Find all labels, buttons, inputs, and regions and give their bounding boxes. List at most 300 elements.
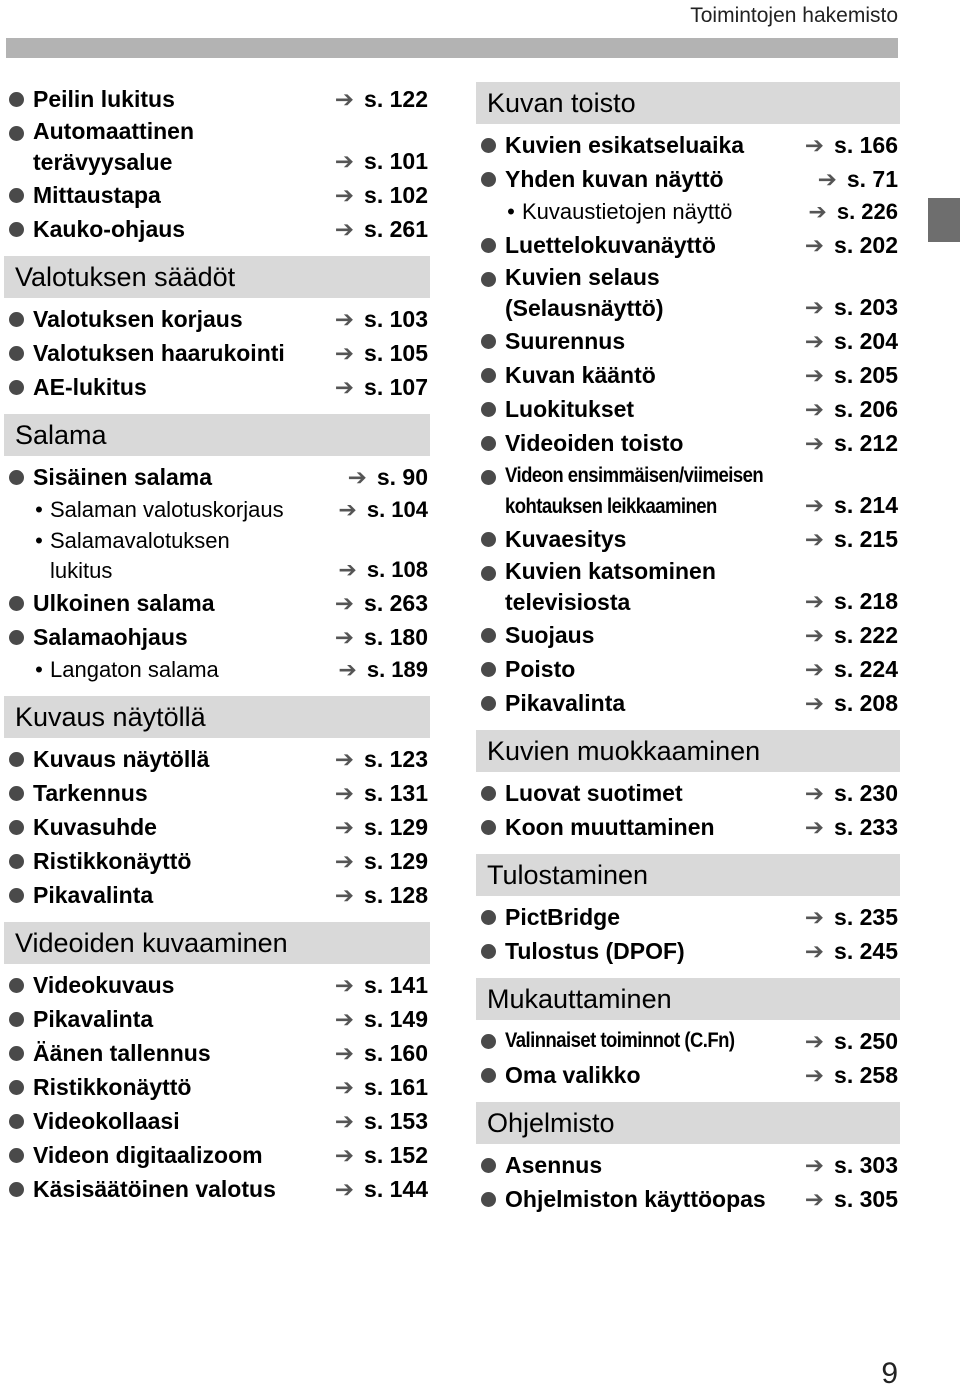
page-reference-text: s. 202 bbox=[834, 232, 898, 258]
entry-label: Salamavalotuksen lukitus bbox=[50, 528, 230, 583]
bullet-icon bbox=[9, 1182, 24, 1197]
sub-bullet-icon: • bbox=[35, 657, 43, 682]
bullet-icon bbox=[481, 1192, 496, 1207]
bullet-icon bbox=[481, 402, 496, 417]
bullet-icon bbox=[481, 662, 496, 677]
page-reference[interactable] bbox=[805, 652, 898, 686]
page-reference[interactable] bbox=[335, 1104, 428, 1138]
page-reference[interactable] bbox=[335, 336, 428, 370]
entry-label: Valotuksen haarukointi bbox=[33, 340, 285, 366]
page-reference-text: s. 122 bbox=[364, 86, 428, 112]
entry-label: Suurennus bbox=[505, 328, 626, 354]
index-entry[interactable] bbox=[476, 686, 900, 720]
sub-index-entry[interactable] bbox=[4, 494, 430, 526]
index-entry[interactable] bbox=[4, 302, 430, 336]
page-reference-text: s. 203 bbox=[834, 294, 898, 320]
page-reference[interactable] bbox=[335, 742, 428, 776]
bullet-icon bbox=[9, 222, 24, 237]
page-reference[interactable] bbox=[335, 968, 428, 1002]
page-reference[interactable] bbox=[335, 878, 428, 912]
arrow-icon: ➔ bbox=[334, 86, 355, 112]
bullet-icon bbox=[9, 346, 24, 361]
entry-label: Luovat suotimet bbox=[505, 780, 683, 806]
arrow-icon: ➔ bbox=[804, 814, 825, 840]
bullet-icon bbox=[9, 978, 24, 993]
page-reference[interactable] bbox=[338, 654, 428, 686]
page-reference[interactable] bbox=[335, 1138, 428, 1172]
bullet-icon bbox=[481, 786, 496, 801]
index-entry[interactable] bbox=[4, 742, 430, 776]
bullet-icon bbox=[9, 1012, 24, 1027]
index-entry[interactable] bbox=[476, 324, 900, 358]
entry-label: Valinnaiset toiminnot (C.Fn) bbox=[505, 1029, 735, 1052]
arrow-icon: ➔ bbox=[804, 622, 825, 648]
entry-label: Videokuvaus bbox=[33, 972, 175, 998]
bullet-icon bbox=[9, 888, 24, 903]
page-reference[interactable] bbox=[335, 144, 428, 178]
page-reference[interactable] bbox=[805, 522, 898, 556]
page-reference[interactable] bbox=[335, 776, 428, 810]
entry-label: Mittaustapa bbox=[33, 182, 161, 208]
index-entry[interactable] bbox=[476, 162, 900, 196]
bullet-icon bbox=[9, 126, 24, 141]
page-reference-text: s. 189 bbox=[366, 657, 428, 682]
bullet-icon bbox=[481, 172, 496, 187]
page-reference-text: s. 224 bbox=[834, 656, 898, 682]
bullet-icon bbox=[481, 944, 496, 959]
entry-label: Salamaohjaus bbox=[33, 624, 188, 650]
index-entry[interactable] bbox=[476, 426, 900, 460]
page-reference-text: s. 102 bbox=[364, 182, 428, 208]
index-entry[interactable] bbox=[476, 934, 900, 968]
page-reference-text: s. 141 bbox=[364, 972, 428, 998]
index-entry[interactable] bbox=[476, 652, 900, 686]
arrow-icon: ➔ bbox=[804, 430, 825, 456]
arrow-icon: ➔ bbox=[817, 166, 837, 192]
page-reference-text: s. 233 bbox=[834, 814, 898, 840]
sub-bullet-icon: • bbox=[507, 199, 515, 224]
arrow-icon: ➔ bbox=[804, 132, 825, 158]
page-reference[interactable] bbox=[805, 128, 898, 162]
bullet-icon bbox=[9, 92, 24, 107]
arrow-icon: ➔ bbox=[804, 588, 825, 614]
page-reference-text: s. 245 bbox=[834, 938, 898, 964]
page-reference-text: s. 103 bbox=[364, 306, 428, 332]
bullet-icon bbox=[481, 696, 496, 711]
arrow-icon: ➔ bbox=[334, 306, 355, 332]
page-reference-text: s. 215 bbox=[834, 526, 898, 552]
page-reference[interactable] bbox=[335, 370, 428, 404]
page-reference-text: s. 214 bbox=[834, 492, 898, 518]
page-reference-text: s. 235 bbox=[834, 904, 898, 930]
page-reference-text: s. 218 bbox=[834, 588, 898, 614]
bullet-icon bbox=[9, 630, 24, 645]
index-entry[interactable] bbox=[476, 1058, 900, 1092]
entry-label: Ohjelmiston käyttöopas bbox=[505, 1186, 766, 1212]
page-reference-text: s. 305 bbox=[834, 1186, 898, 1212]
bullet-icon bbox=[9, 1114, 24, 1129]
page-reference-text: s. 144 bbox=[364, 1176, 428, 1202]
entry-label: Tulostus (DPOF) bbox=[505, 938, 685, 964]
entry-label: Kuvaus näytöllä bbox=[33, 746, 210, 772]
page-reference-text: s. 261 bbox=[364, 216, 428, 242]
entry-label: Oma valikko bbox=[505, 1062, 641, 1088]
section-heading: Tulostaminen bbox=[476, 854, 900, 896]
entry-label: Videon ensimmäisen/viimeisen kohtauksen leikkaaminen bbox=[505, 464, 764, 518]
index-entry[interactable] bbox=[4, 370, 430, 404]
page-reference[interactable] bbox=[335, 82, 428, 116]
bullet-icon bbox=[481, 1034, 496, 1049]
arrow-icon: ➔ bbox=[804, 1062, 825, 1088]
entry-label: Asennus bbox=[505, 1152, 603, 1178]
page-reference-text: s. 208 bbox=[834, 690, 898, 716]
index-entry[interactable] bbox=[476, 228, 900, 262]
arrow-icon: ➔ bbox=[334, 1142, 355, 1168]
arrow-icon: ➔ bbox=[804, 1028, 825, 1054]
page-reference-text: s. 206 bbox=[834, 396, 898, 422]
entry-label: Poisto bbox=[505, 656, 576, 682]
page-reference[interactable] bbox=[335, 810, 428, 844]
page-reference[interactable] bbox=[348, 460, 428, 494]
index-entry[interactable] bbox=[476, 128, 900, 162]
section-heading: Kuvaus näytöllä bbox=[4, 696, 430, 738]
arrow-icon: ➔ bbox=[338, 657, 357, 682]
section-heading: Kuvien muokkaaminen bbox=[476, 730, 900, 772]
arrow-icon: ➔ bbox=[804, 232, 825, 258]
arrow-icon: ➔ bbox=[334, 814, 355, 840]
entry-label: Videon digitaalizoom bbox=[33, 1142, 263, 1168]
page-reference[interactable] bbox=[805, 488, 898, 522]
page-reference[interactable] bbox=[805, 1148, 898, 1182]
bullet-icon bbox=[481, 138, 496, 153]
index-entry[interactable] bbox=[4, 460, 430, 494]
section-heading: Videoiden kuvaaminen bbox=[4, 922, 430, 964]
page-reference-text: s. 161 bbox=[364, 1074, 428, 1100]
arrow-icon: ➔ bbox=[804, 492, 825, 518]
index-entry[interactable] bbox=[4, 1138, 430, 1172]
page-reference-text: s. 180 bbox=[364, 624, 428, 650]
bullet-icon bbox=[481, 532, 496, 547]
page-reference[interactable] bbox=[805, 1058, 898, 1092]
entry-label: PictBridge bbox=[505, 904, 621, 930]
index-entry[interactable] bbox=[4, 776, 430, 810]
arrow-icon: ➔ bbox=[804, 362, 825, 388]
entry-label: Tarkennus bbox=[33, 780, 148, 806]
arrow-icon: ➔ bbox=[334, 1006, 355, 1032]
page-reference[interactable] bbox=[805, 228, 898, 262]
bullet-icon bbox=[481, 436, 496, 451]
bullet-icon bbox=[9, 1080, 24, 1095]
entry-label: Koon muuttaminen bbox=[505, 814, 715, 840]
entry-label: Sisäinen salama bbox=[33, 464, 212, 490]
bullet-icon bbox=[481, 910, 496, 925]
section-heading: Mukauttaminen bbox=[476, 978, 900, 1020]
page-reference-text: s. 129 bbox=[364, 814, 428, 840]
bullet-icon bbox=[9, 380, 24, 395]
page-reference[interactable] bbox=[335, 1002, 428, 1036]
page-reference-text: s. 263 bbox=[364, 590, 428, 616]
bullet-icon bbox=[9, 786, 24, 801]
page-reference[interactable] bbox=[335, 620, 428, 654]
bullet-icon bbox=[481, 628, 496, 643]
page-reference[interactable] bbox=[338, 554, 428, 586]
index-entry[interactable] bbox=[4, 1172, 430, 1206]
entry-label: Kuvaustietojen näyttö bbox=[522, 199, 733, 224]
page-reference-text: s. 104 bbox=[366, 497, 428, 522]
page-reference[interactable] bbox=[335, 212, 428, 246]
entry-label: Peilin lukitus bbox=[33, 86, 175, 112]
page-reference-text: s. 128 bbox=[364, 882, 428, 908]
arrow-icon: ➔ bbox=[804, 690, 825, 716]
index-entry[interactable] bbox=[4, 878, 430, 912]
page-reference[interactable] bbox=[335, 844, 428, 878]
entry-label: Pikavalinta bbox=[33, 882, 154, 908]
bullet-icon bbox=[9, 470, 24, 485]
section-heading: Ohjelmisto bbox=[476, 1102, 900, 1144]
arrow-icon: ➔ bbox=[804, 656, 825, 682]
entry-label: Kuvasuhde bbox=[33, 814, 157, 840]
index-entry[interactable] bbox=[476, 1182, 900, 1216]
index-entry[interactable] bbox=[476, 556, 900, 618]
page-reference-text: s. 107 bbox=[364, 374, 428, 400]
arrow-icon: ➔ bbox=[804, 328, 825, 354]
sub-index-entry[interactable] bbox=[4, 654, 430, 686]
index-entry[interactable] bbox=[476, 900, 900, 934]
arrow-icon: ➔ bbox=[334, 590, 355, 616]
index-entry[interactable] bbox=[4, 844, 430, 878]
page-reference-text: s. 108 bbox=[366, 557, 428, 582]
arrow-icon: ➔ bbox=[334, 624, 355, 650]
page-reference-text: s. 250 bbox=[834, 1028, 898, 1054]
index-entry[interactable] bbox=[4, 1036, 430, 1070]
page-reference-text: s. 303 bbox=[834, 1152, 898, 1178]
sub-bullet-icon: • bbox=[35, 497, 43, 522]
bullet-icon bbox=[9, 854, 24, 869]
page-reference[interactable] bbox=[335, 1036, 428, 1070]
bullet-icon bbox=[9, 596, 24, 611]
page-reference[interactable] bbox=[335, 1172, 428, 1206]
entry-label: Suojaus bbox=[505, 622, 595, 648]
page-reference[interactable] bbox=[805, 324, 898, 358]
page-reference-text: s. 90 bbox=[376, 464, 428, 490]
bullet-icon bbox=[481, 566, 496, 581]
entry-label: Luettelokuvanäyttö bbox=[505, 232, 716, 258]
bullet-icon bbox=[481, 820, 496, 835]
page-reference[interactable] bbox=[805, 776, 898, 810]
index-entry[interactable] bbox=[476, 810, 900, 844]
entry-label: Pikavalinta bbox=[33, 1006, 154, 1032]
page-reference[interactable] bbox=[335, 586, 428, 620]
sub-index-entry[interactable] bbox=[4, 526, 430, 586]
index-entry[interactable] bbox=[4, 620, 430, 654]
arrow-icon: ➔ bbox=[338, 497, 357, 522]
entry-label: Kuvien katsominen televisiosta bbox=[505, 558, 716, 615]
arrow-icon: ➔ bbox=[804, 1152, 825, 1178]
entry-label: Videoiden toisto bbox=[505, 430, 684, 456]
index-entry[interactable] bbox=[4, 1070, 430, 1104]
page-reference[interactable] bbox=[805, 618, 898, 652]
page-number: 9 bbox=[881, 1357, 898, 1390]
arrow-icon: ➔ bbox=[804, 526, 825, 552]
bullet-icon bbox=[9, 188, 24, 203]
entry-label: Kuvan kääntö bbox=[505, 362, 656, 388]
header-rule bbox=[6, 38, 898, 58]
bullet-icon bbox=[481, 1068, 496, 1083]
arrow-icon: ➔ bbox=[334, 182, 355, 208]
page-reference-text: s. 226 bbox=[836, 199, 898, 224]
bullet-icon bbox=[481, 272, 496, 287]
entry-label: Langaton salama bbox=[50, 657, 219, 682]
index-entry[interactable] bbox=[4, 968, 430, 1002]
index-entry[interactable] bbox=[4, 586, 430, 620]
index-entry[interactable] bbox=[476, 776, 900, 810]
chapter-tab bbox=[928, 198, 960, 242]
entry-label: Yhden kuvan näyttö bbox=[505, 166, 724, 192]
entry-label: Ulkoinen salama bbox=[33, 590, 215, 616]
arrow-icon: ➔ bbox=[804, 780, 825, 806]
arrow-icon: ➔ bbox=[804, 938, 825, 964]
bullet-icon bbox=[481, 368, 496, 383]
index-entry[interactable] bbox=[4, 1104, 430, 1138]
entry-label: Valotuksen korjaus bbox=[33, 306, 243, 332]
page-reference-text: s. 258 bbox=[834, 1062, 898, 1088]
page-reference-text: s. 131 bbox=[364, 780, 428, 806]
bullet-icon bbox=[481, 238, 496, 253]
entry-label: Pikavalinta bbox=[505, 690, 626, 716]
index-entry[interactable] bbox=[4, 1002, 430, 1036]
page-reference-text: s. 205 bbox=[834, 362, 898, 388]
page-reference[interactable] bbox=[805, 392, 898, 426]
arrow-icon: ➔ bbox=[347, 464, 367, 490]
index-entry[interactable] bbox=[476, 460, 900, 522]
arrow-icon: ➔ bbox=[334, 848, 355, 874]
bullet-icon bbox=[9, 752, 24, 767]
entry-label: Automaattinen terävyysalue bbox=[33, 118, 194, 175]
arrow-icon: ➔ bbox=[334, 340, 355, 366]
arrow-icon: ➔ bbox=[338, 557, 357, 582]
page-reference-text: s. 160 bbox=[364, 1040, 428, 1066]
page-reference[interactable] bbox=[338, 494, 428, 526]
index-entry[interactable] bbox=[4, 116, 430, 178]
index-entry[interactable] bbox=[476, 522, 900, 556]
arrow-icon: ➔ bbox=[334, 1040, 355, 1066]
page-reference-text: s. 149 bbox=[364, 1006, 428, 1032]
entry-label: Kuvaesitys bbox=[505, 526, 627, 552]
page-reference[interactable] bbox=[808, 196, 898, 228]
sub-bullet-icon: • bbox=[35, 528, 43, 553]
page-reference-text: s. 153 bbox=[364, 1108, 428, 1134]
page-reference[interactable] bbox=[805, 1182, 898, 1216]
page-reference[interactable] bbox=[805, 810, 898, 844]
entry-label: Luokitukset bbox=[505, 396, 635, 422]
entry-label: Käsisäätöinen valotus bbox=[33, 1176, 276, 1202]
page-reference[interactable] bbox=[805, 934, 898, 968]
arrow-icon: ➔ bbox=[334, 1108, 355, 1134]
entry-label: Kuvien esikatseluaika bbox=[505, 132, 745, 158]
page-reference-text: s. 230 bbox=[834, 780, 898, 806]
arrow-icon: ➔ bbox=[334, 1074, 355, 1100]
page-reference-text: s. 105 bbox=[364, 340, 428, 366]
page-reference[interactable] bbox=[805, 358, 898, 392]
bullet-icon bbox=[9, 312, 24, 327]
arrow-icon: ➔ bbox=[804, 904, 825, 930]
arrow-icon: ➔ bbox=[334, 972, 355, 998]
arrow-icon: ➔ bbox=[334, 780, 355, 806]
entry-label: AE-lukitus bbox=[33, 374, 147, 400]
page-reference-text: s. 204 bbox=[834, 328, 898, 354]
entry-label: Kuvien selaus (Selausnäyttö) bbox=[505, 264, 664, 321]
page-reference[interactable] bbox=[818, 162, 898, 196]
bullet-icon bbox=[481, 1158, 496, 1173]
arrow-icon: ➔ bbox=[334, 374, 355, 400]
bullet-icon bbox=[9, 1148, 24, 1163]
index-entry[interactable] bbox=[4, 336, 430, 370]
entry-label: Salaman valotuskorjaus bbox=[50, 497, 284, 522]
page-reference[interactable] bbox=[805, 426, 898, 460]
index-entry[interactable] bbox=[4, 178, 430, 212]
page-reference-text: s. 152 bbox=[364, 1142, 428, 1168]
running-header: Toimintojen hakemisto bbox=[690, 4, 898, 27]
arrow-icon: ➔ bbox=[334, 216, 355, 242]
index-entry[interactable] bbox=[4, 810, 430, 844]
section-heading: Salama bbox=[4, 414, 430, 456]
page-reference-text: s. 123 bbox=[364, 746, 428, 772]
bullet-icon bbox=[481, 334, 496, 349]
index-entry[interactable] bbox=[4, 82, 430, 116]
section-heading: Kuvan toisto bbox=[476, 82, 900, 124]
index-entry[interactable] bbox=[4, 212, 430, 246]
arrow-icon: ➔ bbox=[804, 1186, 825, 1212]
left-column bbox=[4, 82, 430, 1206]
right-column bbox=[476, 82, 900, 1216]
page-reference-text: s. 212 bbox=[834, 430, 898, 456]
page-reference-text: s. 101 bbox=[364, 148, 428, 174]
arrow-icon: ➔ bbox=[334, 148, 355, 174]
arrow-icon: ➔ bbox=[334, 882, 355, 908]
entry-label: Ristikkonäyttö bbox=[33, 1074, 192, 1100]
sub-index-entry[interactable] bbox=[476, 196, 900, 228]
page-reference-text: s. 71 bbox=[846, 166, 898, 192]
page-reference[interactable] bbox=[335, 302, 428, 336]
index-entry[interactable] bbox=[476, 392, 900, 426]
page-reference-text: s. 222 bbox=[834, 622, 898, 648]
entry-label: Kauko-ohjaus bbox=[33, 216, 186, 242]
arrow-icon: ➔ bbox=[804, 294, 825, 320]
page-reference[interactable] bbox=[805, 584, 898, 618]
page-reference-text: s. 166 bbox=[834, 132, 898, 158]
index-entry[interactable] bbox=[476, 262, 900, 324]
page-reference[interactable] bbox=[805, 686, 898, 720]
index-entry[interactable] bbox=[476, 358, 900, 392]
section-heading: Valotuksen säädöt bbox=[4, 256, 430, 298]
arrow-icon: ➔ bbox=[808, 199, 827, 224]
page-reference[interactable] bbox=[805, 290, 898, 324]
page-reference[interactable] bbox=[335, 1070, 428, 1104]
arrow-icon: ➔ bbox=[334, 746, 355, 772]
index-entry[interactable] bbox=[476, 618, 900, 652]
bullet-icon bbox=[9, 1046, 24, 1061]
index-entry[interactable] bbox=[476, 1024, 900, 1058]
page-reference[interactable] bbox=[335, 178, 428, 212]
index-entry[interactable] bbox=[476, 1148, 900, 1182]
arrow-icon: ➔ bbox=[804, 396, 825, 422]
page-reference[interactable] bbox=[805, 1024, 898, 1058]
bullet-icon bbox=[481, 470, 496, 485]
entry-label: Äänen tallennus bbox=[33, 1040, 211, 1066]
entry-label: Ristikkonäyttö bbox=[33, 848, 192, 874]
bullet-icon bbox=[9, 820, 24, 835]
page-reference[interactable] bbox=[805, 900, 898, 934]
